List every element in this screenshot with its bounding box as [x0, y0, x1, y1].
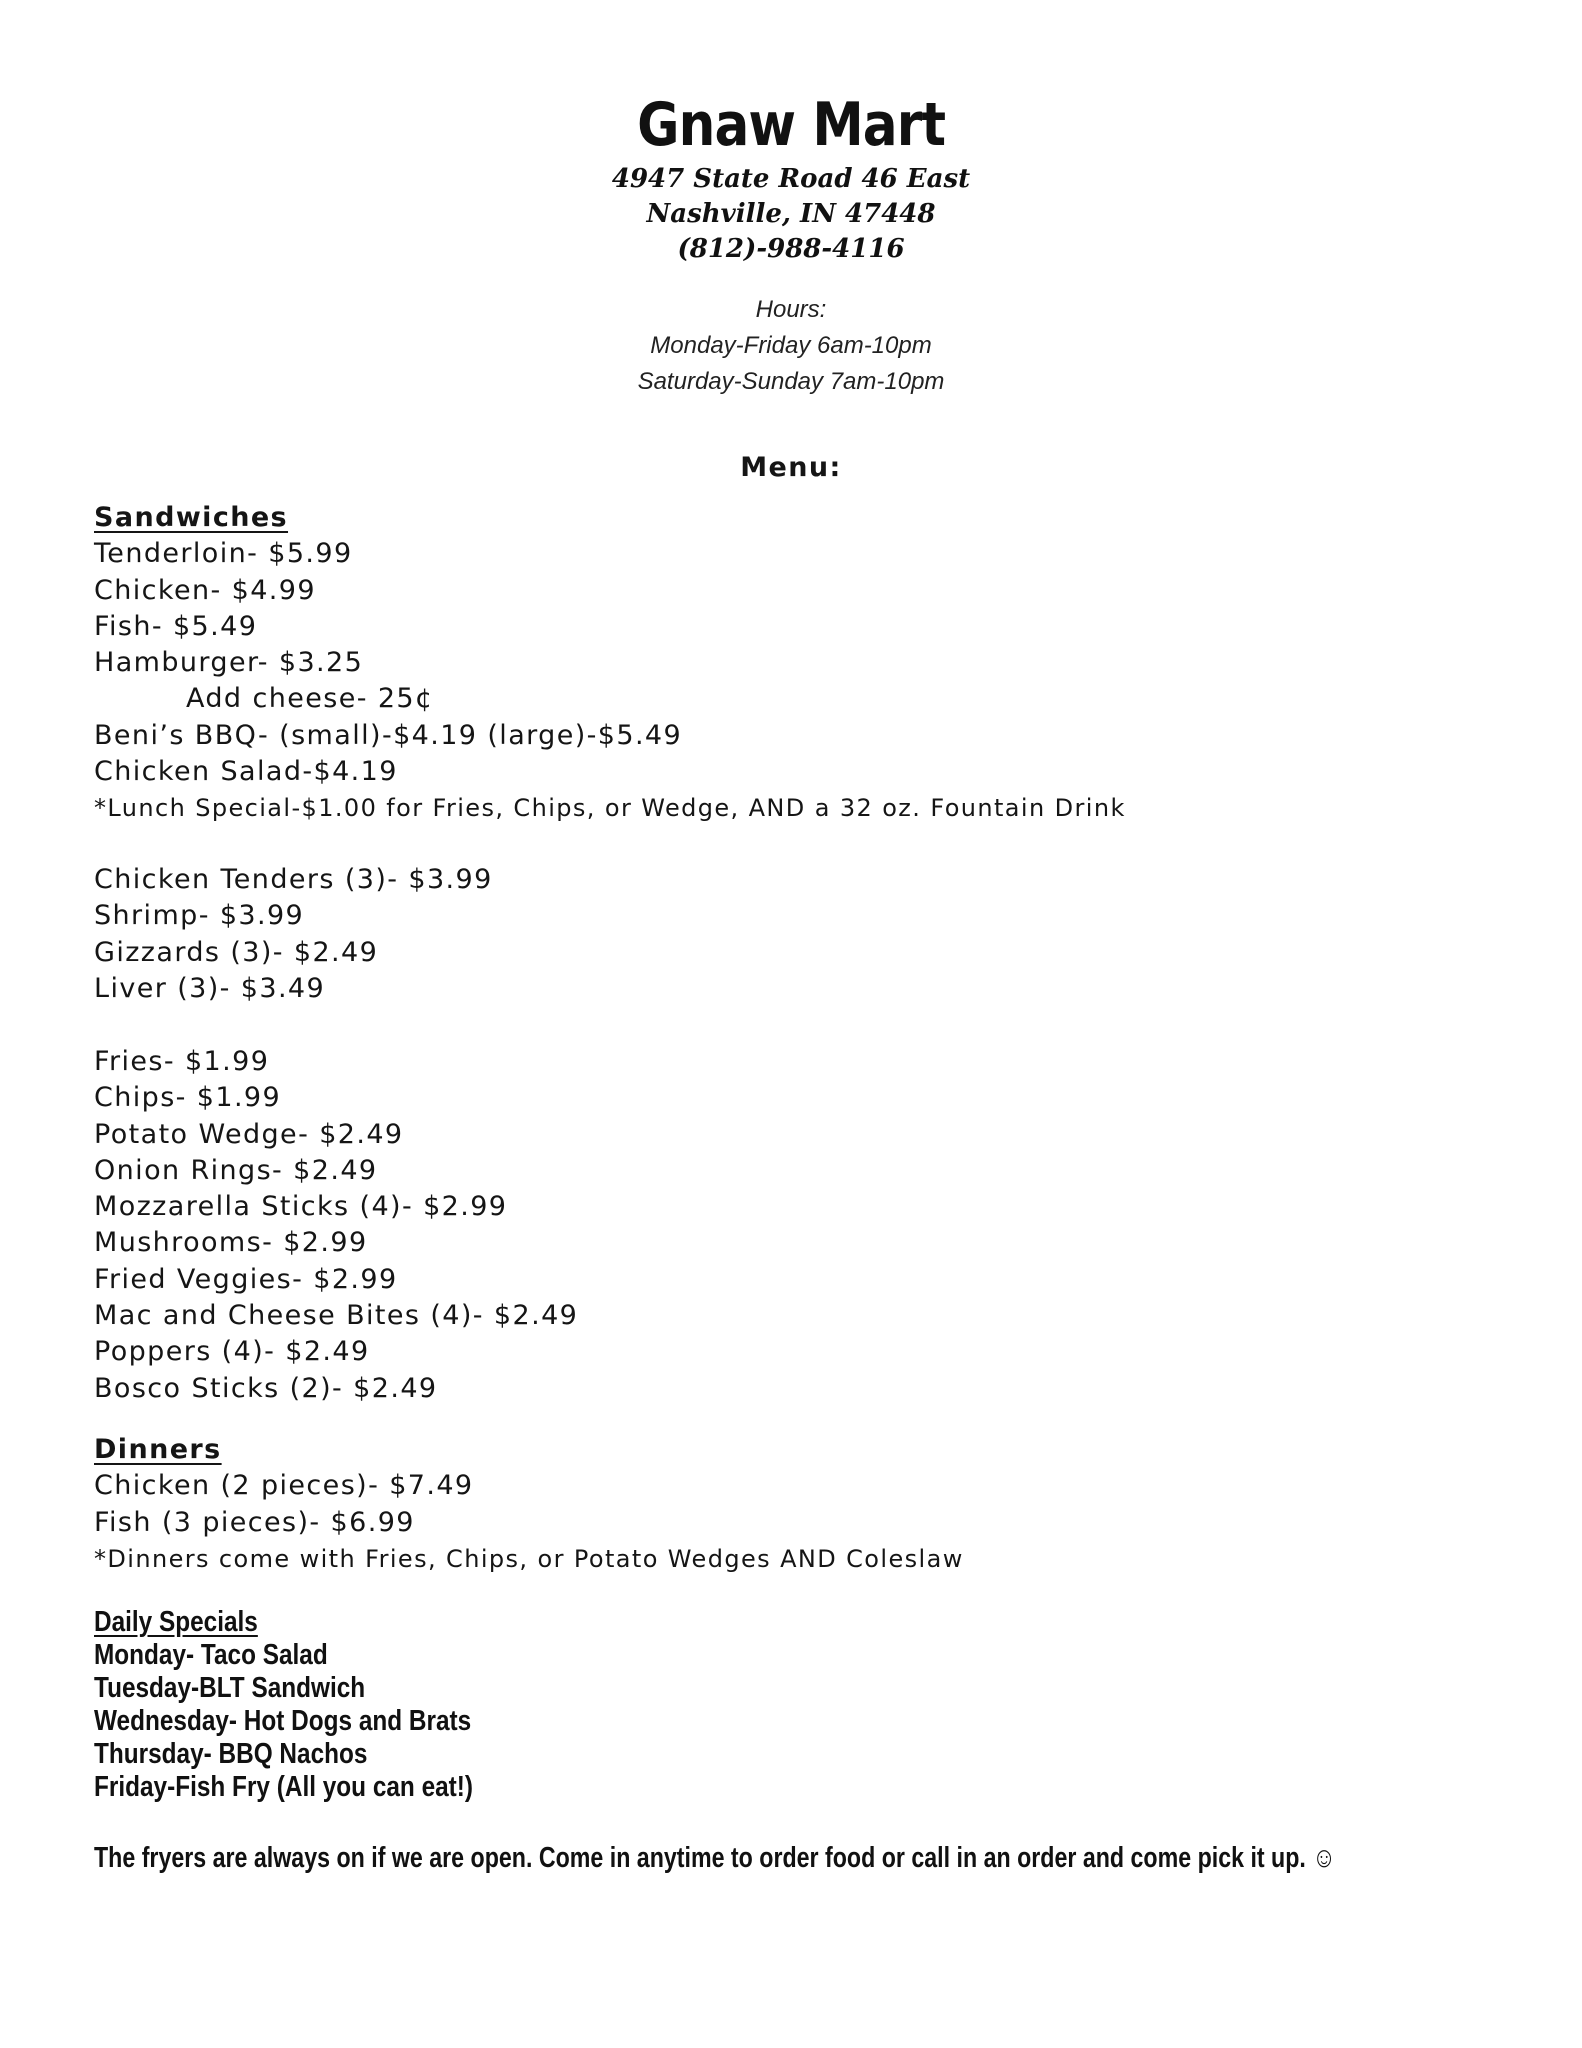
list-item: Chips- $1.99 [94, 1082, 282, 1114]
list-item: Fries- $1.99 [94, 1046, 270, 1077]
hours-label: Hours: [755, 296, 827, 323]
list-item: Poppers (4)- $2.49 [94, 1336, 370, 1368]
list-item: Chicken (2 pieces)- $7.49 [94, 1470, 474, 1502]
store-address-line2: Nashville, IN 47448 [646, 199, 936, 229]
list-item: Potato Wedge- $2.49 [94, 1118, 404, 1150]
menu-title: Menu: [740, 452, 842, 483]
list-item: Fish- $5.49 [94, 610, 258, 642]
lunch-special-note: *Lunch Special-$1.00 for Fries, Chips, or Wedge, AND a 32 oz. Fountain Drink [94, 794, 1126, 823]
store-hours [0, 292, 1582, 400]
list-item: Gizzards (3)- $2.49 [94, 936, 379, 968]
store-header [0, 88, 1582, 267]
list-item: Onion Rings- $2.49 [94, 1154, 378, 1186]
fried-section [94, 862, 493, 1007]
list-item: Friday-Fish Fry (All you can eat!) [94, 1771, 473, 1803]
list-item: Liver (3)- $3.49 [94, 972, 326, 1004]
list-item: Fried Veggies- $2.99 [94, 1263, 398, 1295]
store-name: Gnaw Mart [636, 90, 946, 160]
dinners-heading: Dinners [94, 1434, 222, 1465]
dinners-section [94, 1432, 964, 1577]
list-item: Chicken Tenders (3)- $3.99 [94, 864, 493, 895]
dinners-note: *Dinners come with Fries, Chips, or Potato Wedges AND Coleslaw [94, 1544, 964, 1573]
list-item: Shrimp- $3.99 [94, 900, 305, 932]
daily-specials-section [94, 1606, 545, 1804]
list-item: Bosco Sticks (2)- $2.49 [94, 1372, 438, 1404]
list-item: Chicken- $4.99 [94, 574, 316, 606]
list-item: Mozzarella Sticks (4)- $2.99 [94, 1191, 508, 1223]
list-item: Beni’s BBQ- (small)-$4.19 (large)-$5.49 [94, 719, 683, 751]
list-item: Mac and Cheese Bites (4)- $2.49 [94, 1300, 579, 1332]
list-item: Hamburger- $3.25 [94, 647, 364, 679]
list-item: Chicken Salad-$4.19 [94, 756, 398, 788]
list-item: Wednesday- Hot Dogs and Brats [94, 1705, 472, 1737]
list-item: Thursday- BBQ Nachos [94, 1738, 368, 1770]
hours-weekend: Saturday-Sunday 7am-10pm [637, 368, 945, 395]
list-item: Fish (3 pieces)- $6.99 [94, 1506, 415, 1538]
sandwiches-heading: Sandwiches [94, 502, 289, 533]
sides-section [94, 1044, 578, 1407]
sandwiches-section [94, 500, 1126, 827]
footer-note: The fryers are always on if we are open. Come in anytime to order food or call in an order and come pick it up. ☺ [94, 1842, 1336, 1874]
daily-specials-heading: Daily Specials [94, 1606, 258, 1638]
list-item: Tenderloin- $5.99 [94, 538, 353, 570]
list-item: Monday- Taco Salad [94, 1639, 328, 1671]
list-item: Add cheese- 25¢ [186, 683, 434, 715]
hours-weekdays: Monday-Friday 6am-10pm [650, 332, 932, 359]
list-item: Mushrooms- $2.99 [94, 1227, 368, 1259]
list-item: Tuesday-BLT Sandwich [94, 1672, 366, 1704]
store-address-line1: 4947 State Road 46 East [611, 164, 971, 194]
store-phone: (812)-988-4116 [677, 234, 905, 264]
